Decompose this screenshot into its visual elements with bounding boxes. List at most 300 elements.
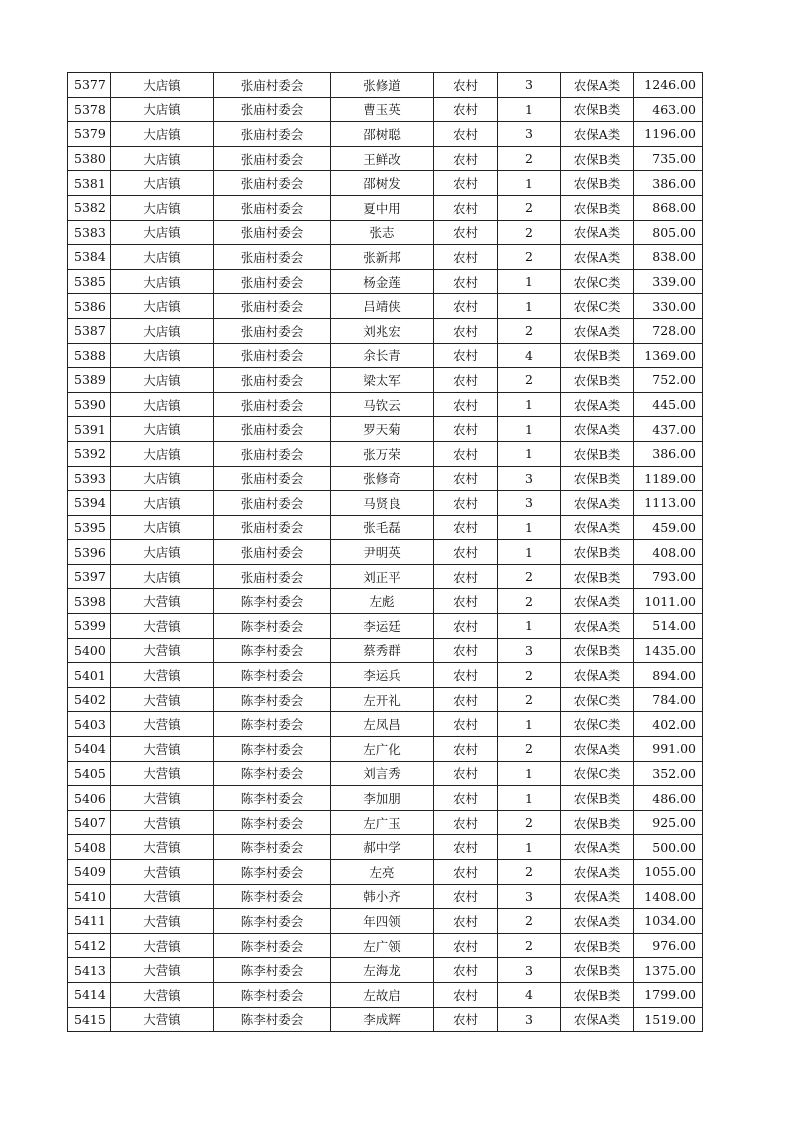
row-number-cell: 5380 xyxy=(68,146,111,171)
village-committee-cell: 张庙村委会 xyxy=(214,368,331,393)
household-size-cell: 1 xyxy=(498,294,561,319)
residence-type-cell: 农村 xyxy=(434,958,498,983)
township-cell: 大营镇 xyxy=(111,909,214,934)
village-committee-cell: 陈李村委会 xyxy=(214,687,331,712)
household-size-cell: 1 xyxy=(498,515,561,540)
table-row xyxy=(68,933,703,958)
residence-type-cell: 农村 xyxy=(434,368,498,393)
household-size-cell: 2 xyxy=(498,318,561,343)
insurance-category-cell: 农保A类 xyxy=(561,1007,634,1032)
amount-cell: 894.00 xyxy=(634,663,703,688)
insurance-category-cell: 农保A类 xyxy=(561,884,634,909)
residence-type-cell: 农村 xyxy=(434,564,498,589)
insurance-category-cell: 农保A类 xyxy=(561,417,634,442)
residence-type-cell: 农村 xyxy=(434,761,498,786)
amount-cell: 500.00 xyxy=(634,835,703,860)
amount-cell: 1246.00 xyxy=(634,73,703,98)
township-cell: 大营镇 xyxy=(111,614,214,639)
household-size-cell: 3 xyxy=(498,466,561,491)
amount-cell: 339.00 xyxy=(634,269,703,294)
household-size-cell: 2 xyxy=(498,909,561,934)
household-size-cell: 2 xyxy=(498,589,561,614)
amount-cell: 784.00 xyxy=(634,687,703,712)
insurance-category-cell: 农保B类 xyxy=(561,810,634,835)
village-committee-cell: 张庙村委会 xyxy=(214,540,331,565)
amount-cell: 514.00 xyxy=(634,614,703,639)
row-number-cell: 5402 xyxy=(68,687,111,712)
person-name-cell: 夏中用 xyxy=(331,195,434,220)
table-row xyxy=(68,712,703,737)
amount-cell: 408.00 xyxy=(634,540,703,565)
residence-type-cell: 农村 xyxy=(434,171,498,196)
household-size-cell: 3 xyxy=(498,958,561,983)
insurance-category-cell: 农保B类 xyxy=(561,982,634,1007)
household-size-cell: 1 xyxy=(498,786,561,811)
household-size-cell: 1 xyxy=(498,269,561,294)
amount-cell: 1055.00 xyxy=(634,860,703,885)
township-cell: 大营镇 xyxy=(111,638,214,663)
residence-type-cell: 农村 xyxy=(434,1007,498,1032)
person-name-cell: 左亮 xyxy=(331,860,434,885)
insurance-category-cell: 农保A类 xyxy=(561,835,634,860)
township-cell: 大营镇 xyxy=(111,712,214,737)
row-number-cell: 5404 xyxy=(68,737,111,762)
residence-type-cell: 农村 xyxy=(434,491,498,516)
row-number-cell: 5395 xyxy=(68,515,111,540)
amount-cell: 437.00 xyxy=(634,417,703,442)
table-row xyxy=(68,343,703,368)
household-size-cell: 3 xyxy=(498,122,561,147)
amount-cell: 402.00 xyxy=(634,712,703,737)
household-size-cell: 1 xyxy=(498,614,561,639)
amount-cell: 1408.00 xyxy=(634,884,703,909)
insurance-category-cell: 农保B类 xyxy=(561,171,634,196)
person-name-cell: 杨金莲 xyxy=(331,269,434,294)
row-number-cell: 5408 xyxy=(68,835,111,860)
table-row xyxy=(68,491,703,516)
amount-cell: 330.00 xyxy=(634,294,703,319)
residence-type-cell: 农村 xyxy=(434,146,498,171)
village-committee-cell: 陈李村委会 xyxy=(214,835,331,860)
village-committee-cell: 张庙村委会 xyxy=(214,146,331,171)
village-committee-cell: 陈李村委会 xyxy=(214,982,331,1007)
person-name-cell: 马贤良 xyxy=(331,491,434,516)
insurance-category-cell: 农保A类 xyxy=(561,318,634,343)
township-cell: 大店镇 xyxy=(111,417,214,442)
residence-type-cell: 农村 xyxy=(434,712,498,737)
insurance-category-cell: 农保B类 xyxy=(561,958,634,983)
person-name-cell: 张毛磊 xyxy=(331,515,434,540)
residence-type-cell: 农村 xyxy=(434,195,498,220)
insurance-category-cell: 农保C类 xyxy=(561,687,634,712)
township-cell: 大营镇 xyxy=(111,835,214,860)
person-name-cell: 刘兆宏 xyxy=(331,318,434,343)
township-cell: 大营镇 xyxy=(111,663,214,688)
residence-type-cell: 农村 xyxy=(434,245,498,270)
amount-cell: 925.00 xyxy=(634,810,703,835)
table-row xyxy=(68,1007,703,1032)
insurance-category-cell: 农保C类 xyxy=(561,712,634,737)
amount-cell: 1011.00 xyxy=(634,589,703,614)
amount-cell: 486.00 xyxy=(634,786,703,811)
village-committee-cell: 张庙村委会 xyxy=(214,73,331,98)
village-committee-cell: 张庙村委会 xyxy=(214,515,331,540)
village-committee-cell: 陈李村委会 xyxy=(214,712,331,737)
row-number-cell: 5400 xyxy=(68,638,111,663)
insurance-category-cell: 农保B类 xyxy=(561,933,634,958)
row-number-cell: 5382 xyxy=(68,195,111,220)
person-name-cell: 左凤昌 xyxy=(331,712,434,737)
insurance-category-cell: 农保A类 xyxy=(561,737,634,762)
amount-cell: 386.00 xyxy=(634,171,703,196)
village-committee-cell: 陈李村委会 xyxy=(214,884,331,909)
table-row xyxy=(68,982,703,1007)
residence-type-cell: 农村 xyxy=(434,982,498,1007)
table-row xyxy=(68,614,703,639)
township-cell: 大营镇 xyxy=(111,933,214,958)
township-cell: 大店镇 xyxy=(111,368,214,393)
amount-cell: 805.00 xyxy=(634,220,703,245)
residence-type-cell: 农村 xyxy=(434,835,498,860)
residence-type-cell: 农村 xyxy=(434,810,498,835)
township-cell: 大营镇 xyxy=(111,884,214,909)
person-name-cell: 梁太军 xyxy=(331,368,434,393)
amount-cell: 445.00 xyxy=(634,392,703,417)
township-cell: 大店镇 xyxy=(111,441,214,466)
person-name-cell: 李运兵 xyxy=(331,663,434,688)
person-name-cell: 张万荣 xyxy=(331,441,434,466)
township-cell: 大店镇 xyxy=(111,195,214,220)
household-size-cell: 3 xyxy=(498,73,561,98)
amount-cell: 991.00 xyxy=(634,737,703,762)
amount-cell: 352.00 xyxy=(634,761,703,786)
township-cell: 大营镇 xyxy=(111,737,214,762)
row-number-cell: 5410 xyxy=(68,884,111,909)
insurance-category-cell: 农保A类 xyxy=(561,909,634,934)
village-committee-cell: 陈李村委会 xyxy=(214,663,331,688)
person-name-cell: 左故启 xyxy=(331,982,434,1007)
table-row xyxy=(68,810,703,835)
table-row xyxy=(68,540,703,565)
person-name-cell: 刘言秀 xyxy=(331,761,434,786)
household-size-cell: 2 xyxy=(498,860,561,885)
insurance-category-cell: 农保A类 xyxy=(561,663,634,688)
person-name-cell: 左广化 xyxy=(331,737,434,762)
insurance-category-cell: 农保A类 xyxy=(561,491,634,516)
amount-cell: 793.00 xyxy=(634,564,703,589)
insurance-category-cell: 农保B类 xyxy=(561,786,634,811)
amount-cell: 868.00 xyxy=(634,195,703,220)
amount-cell: 838.00 xyxy=(634,245,703,270)
table-row xyxy=(68,441,703,466)
household-size-cell: 2 xyxy=(498,220,561,245)
amount-cell: 1519.00 xyxy=(634,1007,703,1032)
household-size-cell: 3 xyxy=(498,491,561,516)
residence-type-cell: 农村 xyxy=(434,540,498,565)
residence-type-cell: 农村 xyxy=(434,909,498,934)
row-number-cell: 5386 xyxy=(68,294,111,319)
household-size-cell: 2 xyxy=(498,933,561,958)
insurance-category-cell: 农保A类 xyxy=(561,860,634,885)
person-name-cell: 郝中学 xyxy=(331,835,434,860)
person-name-cell: 余长青 xyxy=(331,343,434,368)
amount-cell: 1034.00 xyxy=(634,909,703,934)
row-number-cell: 5403 xyxy=(68,712,111,737)
table-row xyxy=(68,73,703,98)
insurance-category-cell: 农保C类 xyxy=(561,761,634,786)
row-number-cell: 5388 xyxy=(68,343,111,368)
amount-cell: 976.00 xyxy=(634,933,703,958)
household-size-cell: 1 xyxy=(498,97,561,122)
person-name-cell: 张新邦 xyxy=(331,245,434,270)
village-committee-cell: 陈李村委会 xyxy=(214,933,331,958)
person-name-cell: 尹明英 xyxy=(331,540,434,565)
household-size-cell: 1 xyxy=(498,417,561,442)
row-number-cell: 5394 xyxy=(68,491,111,516)
amount-cell: 1196.00 xyxy=(634,122,703,147)
village-committee-cell: 陈李村委会 xyxy=(214,638,331,663)
village-committee-cell: 张庙村委会 xyxy=(214,466,331,491)
township-cell: 大店镇 xyxy=(111,73,214,98)
insurance-category-cell: 农保A类 xyxy=(561,392,634,417)
village-committee-cell: 张庙村委会 xyxy=(214,171,331,196)
household-size-cell: 1 xyxy=(498,712,561,737)
residence-type-cell: 农村 xyxy=(434,220,498,245)
insurance-category-cell: 农保B类 xyxy=(561,638,634,663)
table-row xyxy=(68,515,703,540)
row-number-cell: 5411 xyxy=(68,909,111,934)
amount-cell: 1435.00 xyxy=(634,638,703,663)
household-size-cell: 2 xyxy=(498,687,561,712)
residence-type-cell: 农村 xyxy=(434,786,498,811)
township-cell: 大营镇 xyxy=(111,860,214,885)
amount-cell: 1799.00 xyxy=(634,982,703,1007)
amount-cell: 728.00 xyxy=(634,318,703,343)
residence-type-cell: 农村 xyxy=(434,122,498,147)
village-committee-cell: 张庙村委会 xyxy=(214,392,331,417)
residence-type-cell: 农村 xyxy=(434,614,498,639)
amount-cell: 386.00 xyxy=(634,441,703,466)
residence-type-cell: 农村 xyxy=(434,73,498,98)
residence-type-cell: 农村 xyxy=(434,737,498,762)
residence-type-cell: 农村 xyxy=(434,97,498,122)
row-number-cell: 5414 xyxy=(68,982,111,1007)
table-row xyxy=(68,687,703,712)
table-row xyxy=(68,958,703,983)
township-cell: 大店镇 xyxy=(111,146,214,171)
insurance-category-cell: 农保B类 xyxy=(561,540,634,565)
amount-cell: 1113.00 xyxy=(634,491,703,516)
table-row xyxy=(68,761,703,786)
person-name-cell: 李成辉 xyxy=(331,1007,434,1032)
person-name-cell: 王鲜改 xyxy=(331,146,434,171)
person-name-cell: 邵树聪 xyxy=(331,122,434,147)
amount-cell: 735.00 xyxy=(634,146,703,171)
table-row xyxy=(68,786,703,811)
row-number-cell: 5378 xyxy=(68,97,111,122)
row-number-cell: 5389 xyxy=(68,368,111,393)
row-number-cell: 5385 xyxy=(68,269,111,294)
village-committee-cell: 陈李村委会 xyxy=(214,1007,331,1032)
table-row xyxy=(68,417,703,442)
village-committee-cell: 陈李村委会 xyxy=(214,761,331,786)
table-row xyxy=(68,737,703,762)
person-name-cell: 刘正平 xyxy=(331,564,434,589)
village-committee-cell: 陈李村委会 xyxy=(214,958,331,983)
residence-type-cell: 农村 xyxy=(434,318,498,343)
village-committee-cell: 陈李村委会 xyxy=(214,737,331,762)
row-number-cell: 5398 xyxy=(68,589,111,614)
amount-cell: 463.00 xyxy=(634,97,703,122)
table-row xyxy=(68,220,703,245)
insurance-category-cell: 农保B类 xyxy=(561,368,634,393)
village-committee-cell: 陈李村委会 xyxy=(214,614,331,639)
village-committee-cell: 张庙村委会 xyxy=(214,564,331,589)
person-name-cell: 曹玉英 xyxy=(331,97,434,122)
village-committee-cell: 张庙村委会 xyxy=(214,417,331,442)
person-name-cell: 张修道 xyxy=(331,73,434,98)
person-name-cell: 韩小齐 xyxy=(331,884,434,909)
person-name-cell: 张修奇 xyxy=(331,466,434,491)
table-row xyxy=(68,122,703,147)
household-size-cell: 1 xyxy=(498,835,561,860)
row-number-cell: 5405 xyxy=(68,761,111,786)
person-name-cell: 马钦云 xyxy=(331,392,434,417)
insurance-category-cell: 农保B类 xyxy=(561,564,634,589)
residence-type-cell: 农村 xyxy=(434,269,498,294)
person-name-cell: 张志 xyxy=(331,220,434,245)
township-cell: 大店镇 xyxy=(111,171,214,196)
residence-type-cell: 农村 xyxy=(434,294,498,319)
person-name-cell: 吕靖侠 xyxy=(331,294,434,319)
household-size-cell: 1 xyxy=(498,392,561,417)
village-committee-cell: 张庙村委会 xyxy=(214,245,331,270)
person-name-cell: 左广玉 xyxy=(331,810,434,835)
insurance-category-cell: 农保A类 xyxy=(561,589,634,614)
village-committee-cell: 张庙村委会 xyxy=(214,318,331,343)
household-size-cell: 4 xyxy=(498,343,561,368)
village-committee-cell: 张庙村委会 xyxy=(214,97,331,122)
person-name-cell: 左开礼 xyxy=(331,687,434,712)
township-cell: 大营镇 xyxy=(111,810,214,835)
residence-type-cell: 农村 xyxy=(434,417,498,442)
residence-type-cell: 农村 xyxy=(434,884,498,909)
township-cell: 大店镇 xyxy=(111,318,214,343)
insurance-category-cell: 农保B类 xyxy=(561,441,634,466)
amount-cell: 1375.00 xyxy=(634,958,703,983)
insurance-category-cell: 农保B类 xyxy=(561,195,634,220)
insurance-category-cell: 农保B类 xyxy=(561,466,634,491)
village-committee-cell: 张庙村委会 xyxy=(214,441,331,466)
insurance-category-cell: 农保A类 xyxy=(561,515,634,540)
household-size-cell: 2 xyxy=(498,737,561,762)
amount-cell: 459.00 xyxy=(634,515,703,540)
row-number-cell: 5415 xyxy=(68,1007,111,1032)
village-committee-cell: 陈李村委会 xyxy=(214,909,331,934)
amount-cell: 1369.00 xyxy=(634,343,703,368)
insurance-category-cell: 农保A类 xyxy=(561,73,634,98)
insurance-category-cell: 农保A类 xyxy=(561,245,634,270)
table-row xyxy=(68,368,703,393)
amount-cell: 752.00 xyxy=(634,368,703,393)
residence-type-cell: 农村 xyxy=(434,343,498,368)
insurance-category-cell: 农保A类 xyxy=(561,220,634,245)
row-number-cell: 5392 xyxy=(68,441,111,466)
table-row xyxy=(68,638,703,663)
township-cell: 大店镇 xyxy=(111,294,214,319)
insurance-category-cell: 农保A类 xyxy=(561,614,634,639)
table-row xyxy=(68,884,703,909)
township-cell: 大店镇 xyxy=(111,97,214,122)
table-body xyxy=(68,73,703,1032)
village-committee-cell: 陈李村委会 xyxy=(214,786,331,811)
table-row xyxy=(68,564,703,589)
township-cell: 大营镇 xyxy=(111,761,214,786)
person-name-cell: 罗天菊 xyxy=(331,417,434,442)
residence-type-cell: 农村 xyxy=(434,933,498,958)
township-cell: 大营镇 xyxy=(111,1007,214,1032)
person-name-cell: 邵树发 xyxy=(331,171,434,196)
household-size-cell: 2 xyxy=(498,810,561,835)
household-size-cell: 2 xyxy=(498,663,561,688)
township-cell: 大营镇 xyxy=(111,589,214,614)
table-row xyxy=(68,318,703,343)
household-size-cell: 3 xyxy=(498,1007,561,1032)
row-number-cell: 5390 xyxy=(68,392,111,417)
benefit-records-table xyxy=(67,72,703,1032)
township-cell: 大店镇 xyxy=(111,515,214,540)
household-size-cell: 3 xyxy=(498,884,561,909)
household-size-cell: 1 xyxy=(498,540,561,565)
household-size-cell: 4 xyxy=(498,982,561,1007)
table-row xyxy=(68,269,703,294)
row-number-cell: 5399 xyxy=(68,614,111,639)
table-row xyxy=(68,294,703,319)
township-cell: 大营镇 xyxy=(111,982,214,1007)
table-row xyxy=(68,835,703,860)
person-name-cell: 左彪 xyxy=(331,589,434,614)
insurance-category-cell: 农保B类 xyxy=(561,146,634,171)
residence-type-cell: 农村 xyxy=(434,515,498,540)
person-name-cell: 蔡秀群 xyxy=(331,638,434,663)
row-number-cell: 5413 xyxy=(68,958,111,983)
row-number-cell: 5379 xyxy=(68,122,111,147)
household-size-cell: 2 xyxy=(498,245,561,270)
row-number-cell: 5407 xyxy=(68,810,111,835)
village-committee-cell: 张庙村委会 xyxy=(214,195,331,220)
row-number-cell: 5412 xyxy=(68,933,111,958)
row-number-cell: 5387 xyxy=(68,318,111,343)
village-committee-cell: 张庙村委会 xyxy=(214,491,331,516)
row-number-cell: 5381 xyxy=(68,171,111,196)
township-cell: 大店镇 xyxy=(111,466,214,491)
table-row xyxy=(68,171,703,196)
township-cell: 大营镇 xyxy=(111,786,214,811)
residence-type-cell: 农村 xyxy=(434,589,498,614)
row-number-cell: 5391 xyxy=(68,417,111,442)
residence-type-cell: 农村 xyxy=(434,687,498,712)
village-committee-cell: 张庙村委会 xyxy=(214,294,331,319)
table-row xyxy=(68,146,703,171)
amount-cell: 1189.00 xyxy=(634,466,703,491)
table-row xyxy=(68,663,703,688)
township-cell: 大店镇 xyxy=(111,392,214,417)
table-row xyxy=(68,97,703,122)
township-cell: 大店镇 xyxy=(111,491,214,516)
village-committee-cell: 陈李村委会 xyxy=(214,589,331,614)
insurance-category-cell: 农保B类 xyxy=(561,343,634,368)
person-name-cell: 左广领 xyxy=(331,933,434,958)
